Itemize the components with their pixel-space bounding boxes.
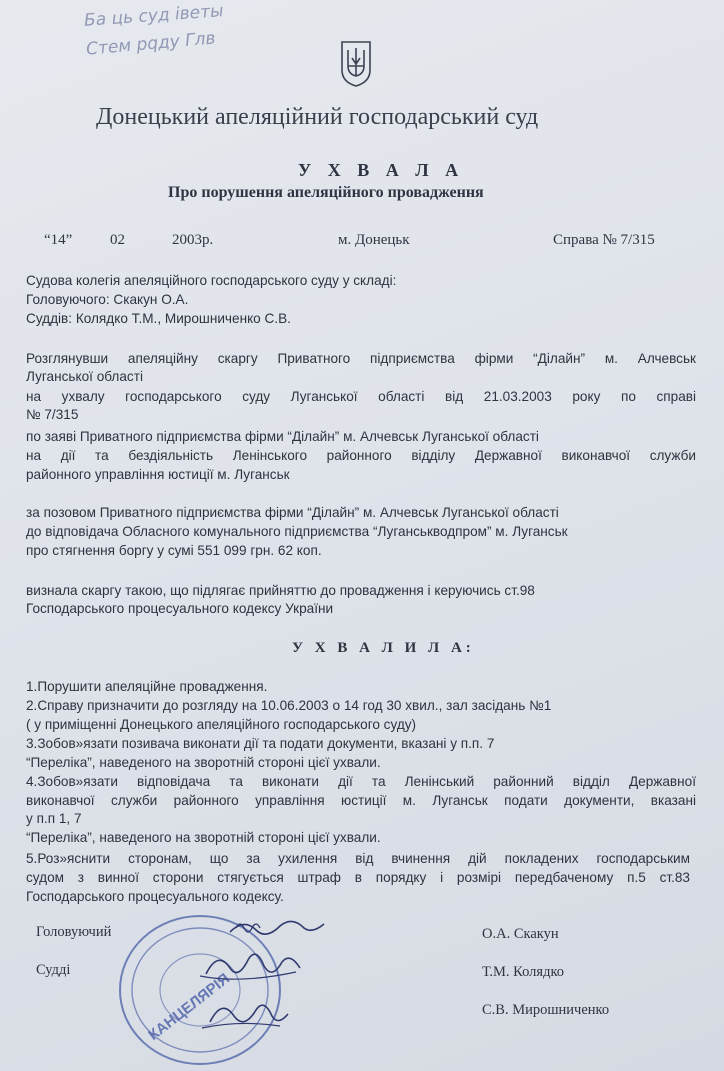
review-line-6: на дії та бездіяльність Ленінського районного відділу Державної виконавчої служби [26,448,696,463]
document-type: У Х В А Л А [298,160,465,180]
resolution-4-line-1: 4.Зобов»язати відповідача та виконати дії та Ленінський районний відділ Державної [26,774,696,789]
date-day: “14” [44,232,73,248]
judges-label: Судді [36,962,71,978]
resolution-5-line-1: 5.Роз»яснити сторонам, що за ухилення від вчинення дій покладених господарським [26,851,690,866]
date-year: 2003р. [172,232,214,248]
resolution-4-line-2: виконавчої служби районного управління юстиції м. Луганськ подати документи, вказані [26,793,696,808]
date-month: 02 [110,232,125,248]
resolution-2-line-2: ( у приміщенні Донецького апеляційного господарського суду) [26,717,417,732]
resolution-4-line-3: у п.п 1, 7 [26,811,82,826]
finding-line-1: визнала скаргу такою, що підлягає прийняттю до провадження і керуючись ст.98 [26,583,535,598]
review-line-1: Розглянувши апеляційну скаргу Приватного підприємства фірми “Ділайн” м. Алчевськ [26,351,696,366]
judge-1-name: Т.М. Колядко [482,964,565,980]
resolution-3-line-2: “Переліка”, наведеного на зворотній стороні цієї ухвали. [26,755,381,770]
signature-scribbles [200,910,340,1040]
resolution-5-line-3: Господарського процесуального кодексу. [26,889,284,904]
review-line-5: по заяві Приватного підприємства фірми “Ділайн” м. Алчевськ Луганської області [26,429,539,444]
panel-line-1: Судова колегія апеляційного господарського суду у складі: [26,273,397,288]
stamp-center-text: КАНЦЕЛЯРІЯ [145,970,234,1044]
review-line-2: Луганської області [26,369,143,384]
review-line-7: районного управління юстиції м. Луганськ [26,467,290,482]
coat-of-arms-icon [340,40,372,88]
resolution-2-line-1: 2.Справу призначити до розгляду на 10.06.2003 о 14 год 30 хвил., зал засідань №1 [26,698,552,713]
resolution-1: 1.Порушити апеляційне провадження. [26,679,268,694]
panel-line-2: Головуючого: Скакун О.А. [26,292,189,307]
claim-line-3: про стягнення боргу у сумі 551 099 грн. 62 коп. [26,543,322,558]
case-number: Справа № 7/315 [553,232,655,248]
resolution-4-line-4: “Переліка”, наведеного на зворотній стороні цієї ухвали. [26,830,381,845]
resolution-3-line-1: 3.Зобов»язати позивача виконати дії та подати документи, вказані у п.п. 7 [26,736,495,751]
resolved-title: У Х В А Л И Л А: [292,640,475,656]
review-line-4: № 7/315 [26,407,79,422]
presiding-judge-name: О.А. Скакун [482,926,559,942]
judge-2-name: С.В. Мирошниченко [482,1002,610,1018]
review-line-3: на ухвалу господарського суду Луганської області від 21.03.2003 року по справі [26,389,696,404]
resolution-5-line-2: судом з винної сторони стягується штраф в порядку і розмірі передбаченому п.5 ст.83 [26,870,690,885]
claim-line-2: до відповідача Обласного комунального підприємства “Луганськводпром” м. Луганськ [26,524,568,539]
presiding-label: Головуючий [36,924,112,940]
city: м. Донецьк [338,232,410,248]
panel-line-3: Суддів: Колядко Т.М., Мирошниченко С.В. [26,311,291,326]
handwritten-note-line2: Стем рqду Глв [85,28,217,60]
finding-line-2: Господарського процесуального кодексу України [26,601,334,616]
handwritten-note-line1: Ба ць суд iветы [83,1,225,31]
court-name: Донецький апеляційний господарський суд [96,104,539,130]
claim-line-1: за позовом Приватного підприємства фірми “Ділайн” м. Алчевськ Луганської області [26,505,559,520]
document-subtitle: Про порушення апеляційного провадження [168,184,484,201]
